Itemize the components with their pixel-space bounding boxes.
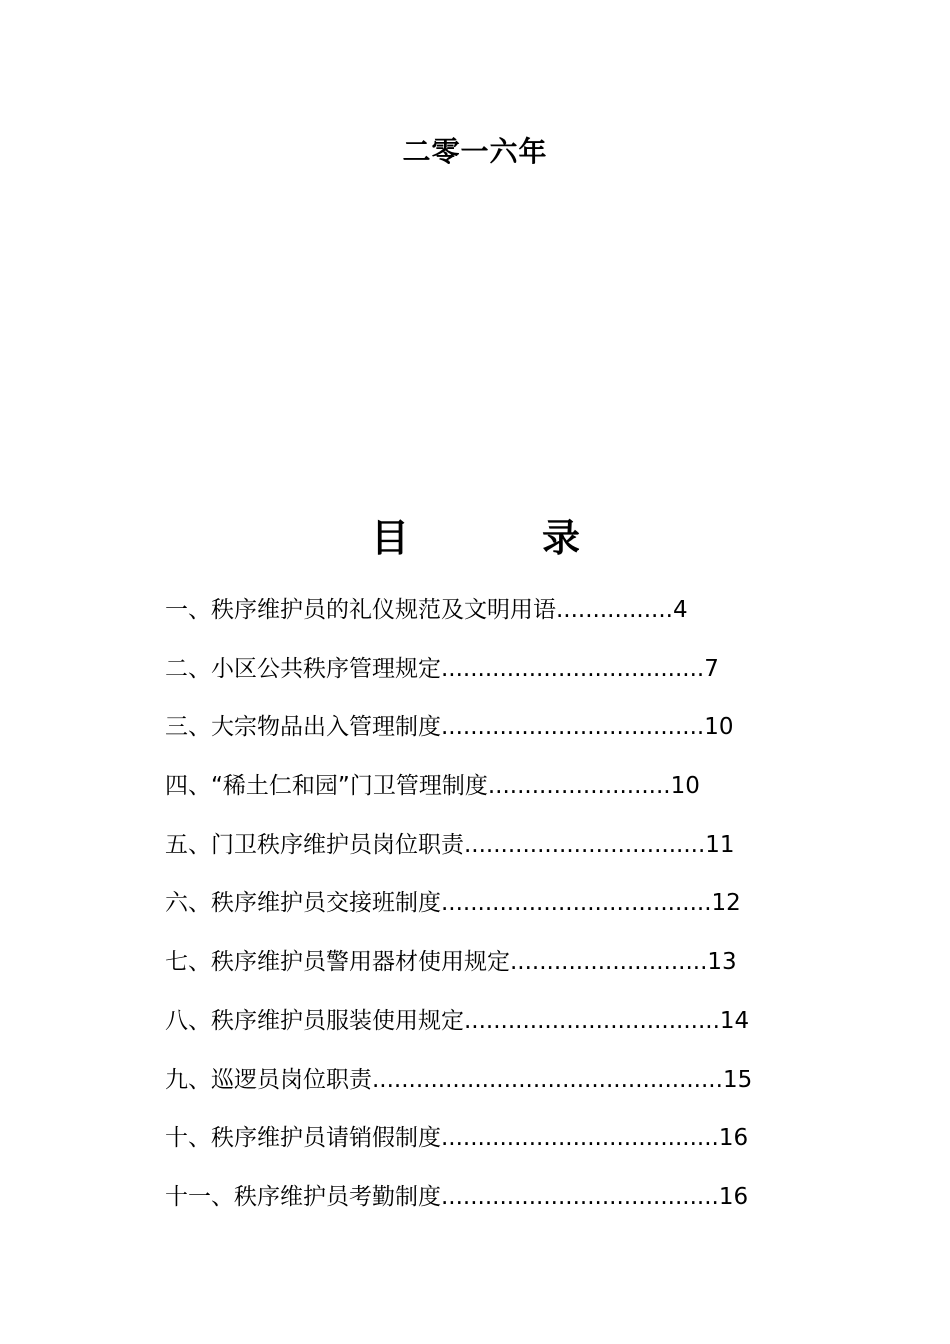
toc-entry-label: 二、小区公共秩序管理规定 bbox=[165, 655, 441, 682]
toc-entry[interactable] bbox=[165, 1001, 805, 1060]
toc-entry[interactable] bbox=[165, 1118, 805, 1177]
toc-entry-leader: .................................... bbox=[441, 714, 705, 741]
toc-entry-page: 12 bbox=[711, 890, 741, 917]
toc-entry[interactable] bbox=[165, 649, 805, 708]
toc-entry-leader: ...................................... bbox=[441, 1183, 719, 1210]
toc-entry[interactable] bbox=[165, 883, 805, 942]
toc-entry-page: 7 bbox=[704, 655, 719, 682]
toc-entry-page: 10 bbox=[670, 773, 700, 800]
toc-entry-label: 三、大宗物品出入管理制度 bbox=[165, 714, 441, 741]
toc-entry[interactable] bbox=[165, 1060, 805, 1119]
toc-entry-leader: ..................................... bbox=[441, 890, 712, 917]
toc-entry-label: 九、巡逻员岗位职责 bbox=[165, 1066, 372, 1093]
toc-entry-leader: ................................... bbox=[464, 1007, 720, 1034]
toc-entry-leader: ................................................ bbox=[372, 1066, 723, 1093]
toc-entry-page: 10 bbox=[704, 714, 734, 741]
toc-entry-page: 15 bbox=[722, 1066, 753, 1093]
toc-entry-leader: ................................. bbox=[464, 831, 706, 858]
toc-entry[interactable] bbox=[165, 825, 805, 884]
cover-year: 二零一六年 bbox=[402, 135, 548, 168]
toc-entry-page: 11 bbox=[705, 831, 735, 858]
toc-entry-label: 五、门卫秩序维护员岗位职责 bbox=[165, 831, 464, 858]
toc-title-char-1: 目 bbox=[371, 516, 410, 560]
toc-entry-page: 4 bbox=[672, 597, 688, 623]
toc-entry-label: 四、“稀土仁和园”门卫管理制度 bbox=[165, 773, 488, 800]
toc-entry-leader: .................................... bbox=[441, 655, 705, 682]
toc-entry[interactable] bbox=[165, 590, 805, 649]
toc-entry[interactable] bbox=[165, 766, 805, 825]
toc-entry-label: 十一、秩序维护员考勤制度 bbox=[165, 1183, 441, 1210]
toc-entry-label: 七、秩序维护员警用器材使用规定 bbox=[165, 949, 510, 976]
toc-entry-label: 十、秩序维护员请销假制度 bbox=[165, 1125, 441, 1152]
table-of-contents bbox=[165, 590, 805, 1236]
toc-entry-page: 16 bbox=[718, 1125, 749, 1152]
toc-entry-label: 一、秩序维护员的礼仪规范及文明用语 bbox=[165, 597, 556, 623]
toc-entry-label: 八、秩序维护员服装使用规定 bbox=[165, 1007, 464, 1034]
toc-entry-page: 13 bbox=[707, 949, 737, 976]
toc-entry-leader: ........................... bbox=[510, 949, 708, 976]
toc-title-char-2: 录 bbox=[542, 516, 581, 560]
toc-entry-leader: ................ bbox=[556, 597, 673, 623]
toc-entry[interactable] bbox=[165, 707, 805, 766]
toc-entry-page: 16 bbox=[718, 1183, 749, 1210]
toc-entry-page: 14 bbox=[719, 1007, 750, 1034]
toc-entry-label: 六、秩序维护员交接班制度 bbox=[165, 890, 441, 917]
toc-entry[interactable] bbox=[165, 1177, 805, 1236]
toc-title bbox=[0, 510, 950, 566]
toc-entry-leader: ...................................... bbox=[441, 1125, 719, 1152]
toc-entry[interactable] bbox=[165, 942, 805, 1001]
toc-entry-leader: ......................... bbox=[487, 773, 671, 800]
